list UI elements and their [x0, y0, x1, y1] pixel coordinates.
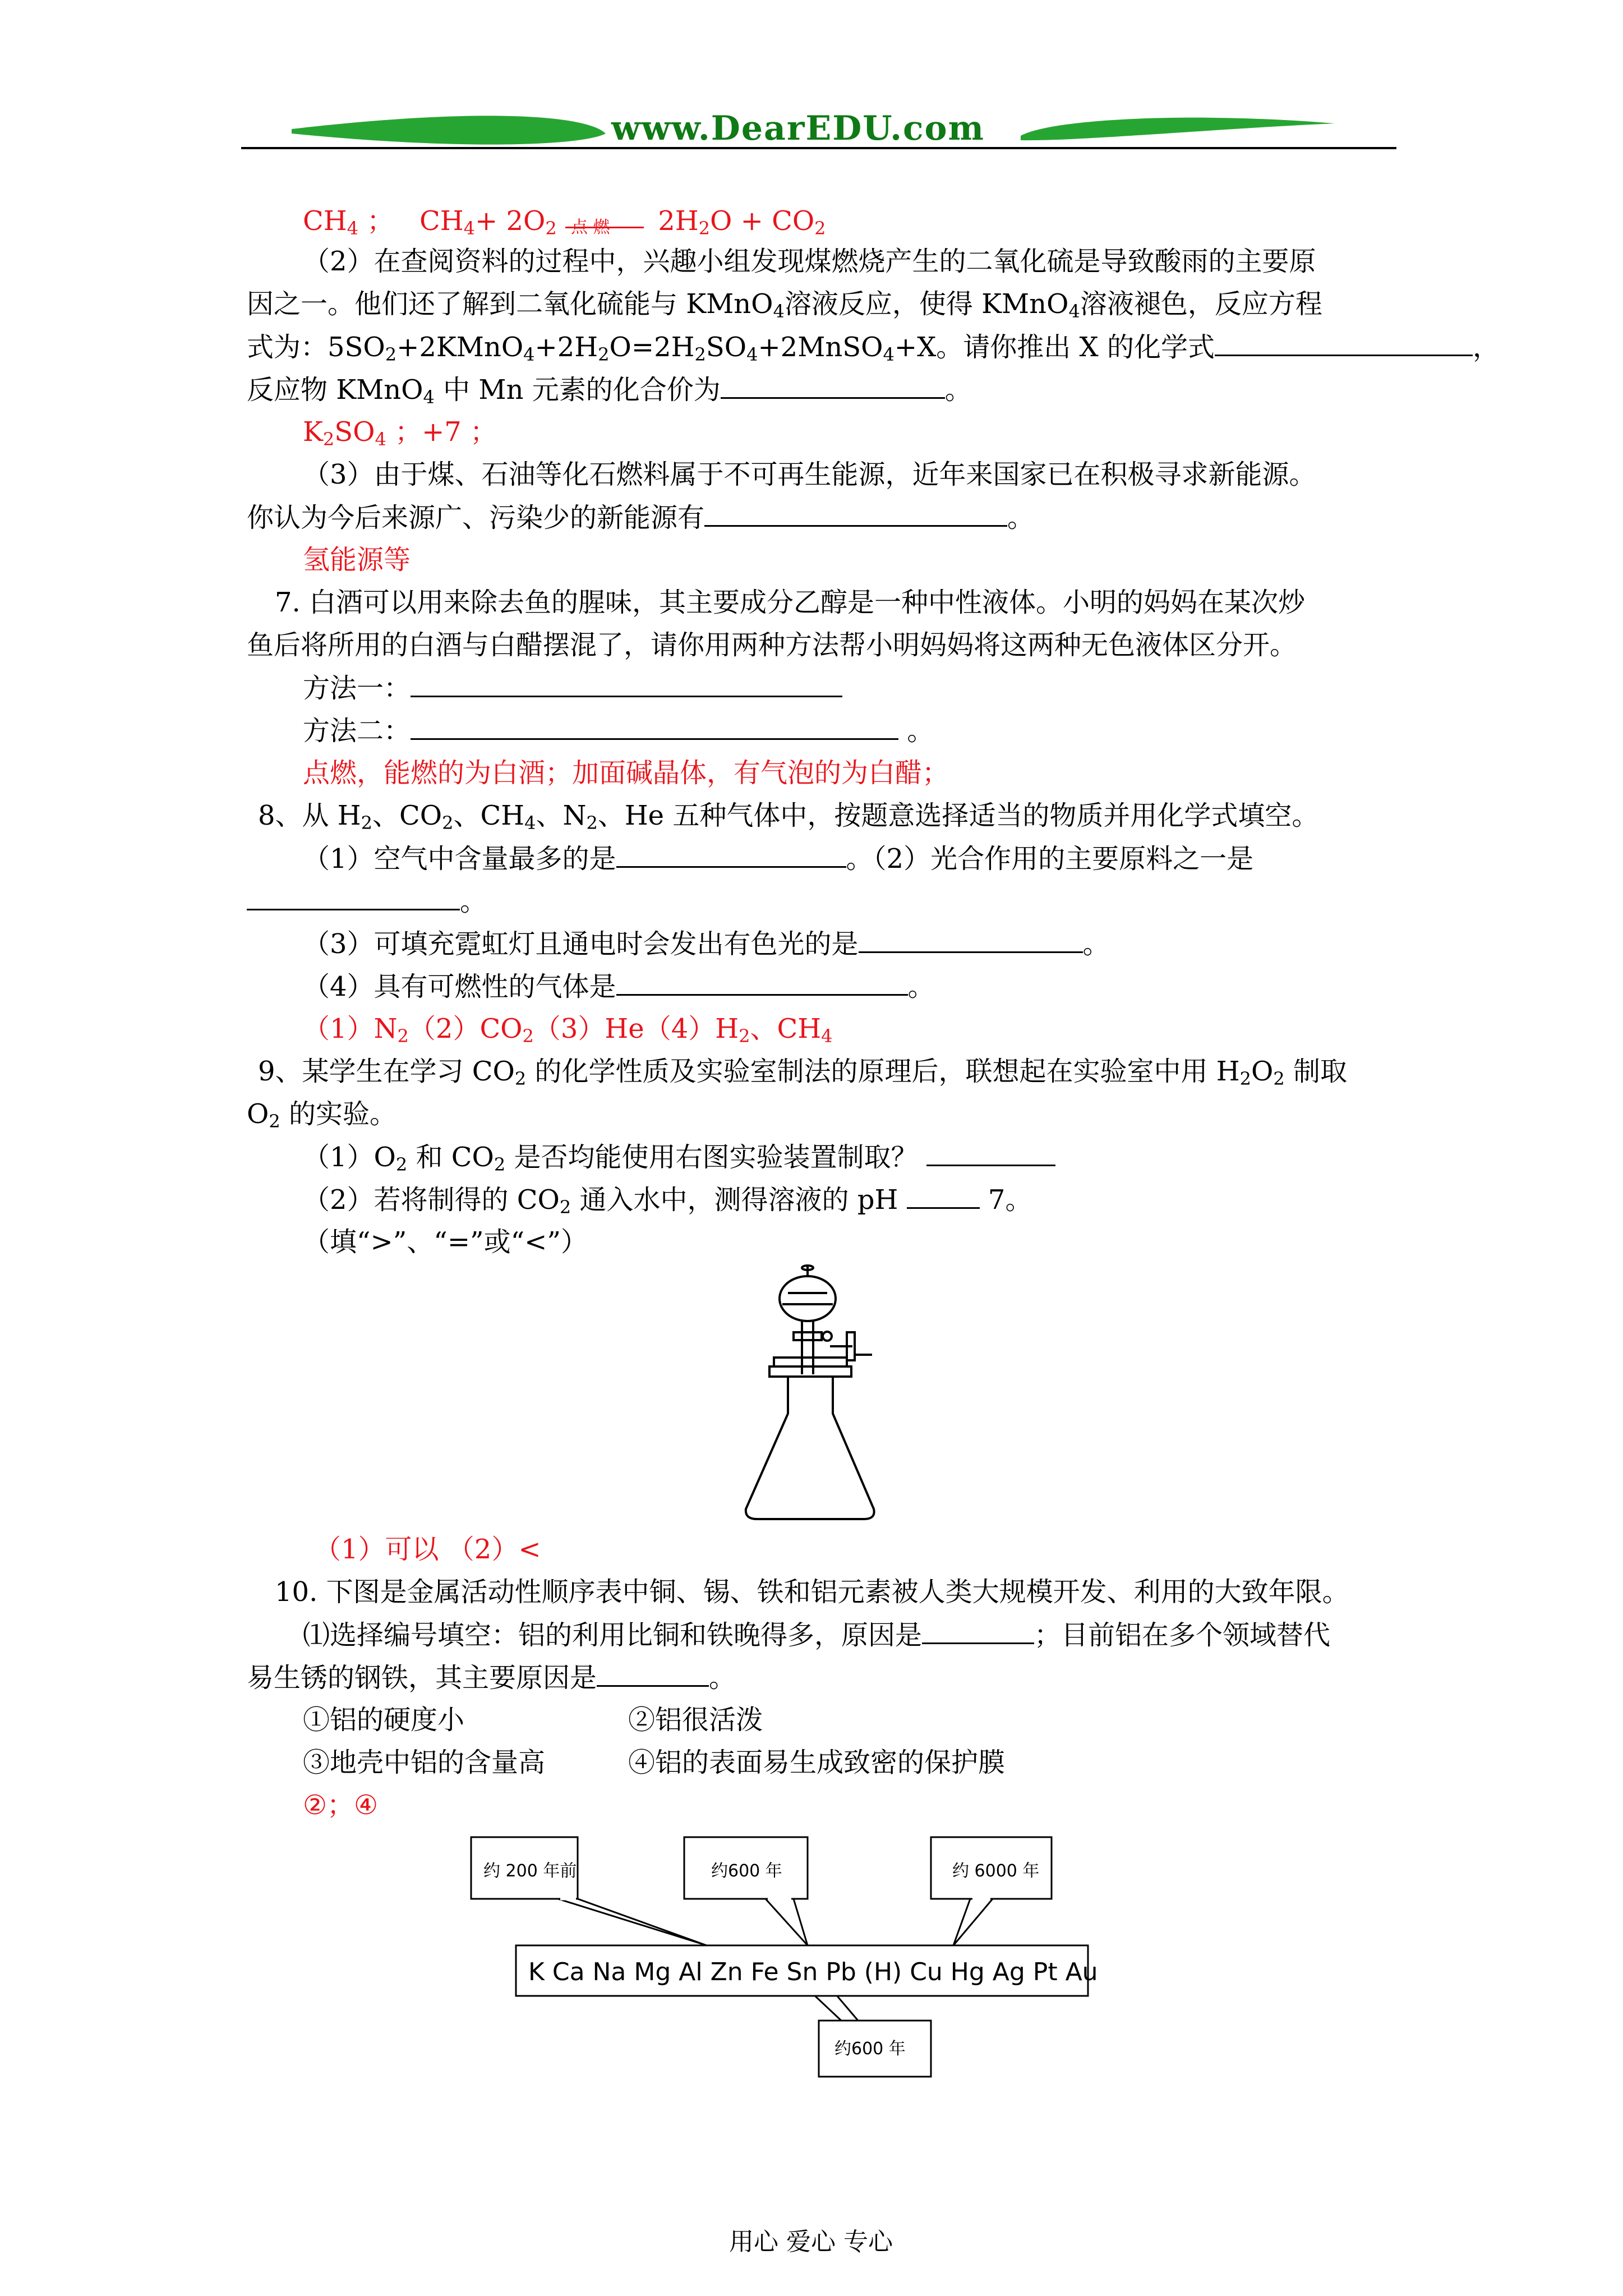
- q6-p2-line2: 因之一。他们还了解到二氧化硫能与 KMnO$_4$溶液反应，使得 KMnO$_4$溶液褪色，反应方程: [247, 288, 1322, 322]
- site-title: www.DearEDU.com: [611, 109, 985, 148]
- q10-answer: ②；④: [303, 1789, 379, 1821]
- footer-slogan: 用心 爱心 专心: [729, 2228, 893, 2256]
- q9-line3: $(1)O_2$ 和 $CO_2$ 是否均能使用右图实验装置制取？: [303, 1140, 1055, 1174]
- blank-apparatus[interactable]: [926, 1140, 1055, 1166]
- box-aluminum: 约 200 年前: [483, 1861, 577, 1881]
- blank-method1[interactable]: [411, 671, 842, 697]
- box-copper: 约 6000 年: [952, 1861, 1040, 1881]
- q6-p3-line1: （3）由于煤、石油等化石燃料属于不可再生能源，近年来国家已在积极寻求新能源。: [303, 459, 1316, 490]
- q9-line4: （2）若将制得的 $CO_2$ 通入水中，测得溶液的 pH 7。: [303, 1182, 1032, 1217]
- q6-answer-1: $CH_4$ ； $CH_4+ 2O_2$ 点 燃 $2H_2O + CO_2$: [303, 205, 826, 239]
- q8-line5: （4）具有可燃性的气体是 。: [303, 969, 935, 1004]
- blank-photosynthesis[interactable]: [247, 884, 460, 910]
- blank-neon[interactable]: [859, 927, 1083, 953]
- blank-flammable[interactable]: [616, 969, 908, 996]
- q6-p2-line4: 反应物 KMnO$_4$ 中 Mn 元素的化合价为 。: [247, 372, 972, 407]
- blank-new-energy[interactable]: [704, 500, 1007, 527]
- option-2: ②铝很活泼: [628, 1704, 763, 1736]
- blank-method2[interactable]: [411, 714, 898, 740]
- header-rule: [241, 147, 1396, 149]
- q6-p2-line1: （2）在查阅资料的过程中，兴趣小组发现煤燃烧产生的二氧化硫是导致酸雨的主要原: [303, 246, 1316, 277]
- box-tin: 约600 年: [834, 2039, 906, 2059]
- q7-line2: 鱼后将所用的白酒与白醋摆混了，请你用两种方法帮小明妈妈将这两种无色液体区分开。: [247, 629, 1297, 661]
- blank-reason1[interactable]: [922, 1618, 1034, 1644]
- q8-line2: （1）空气中含量最多的是 。（2）光合作用的主要原料之一是: [303, 841, 1253, 876]
- q7-method2: 方法二： 。: [303, 714, 934, 748]
- q7-line1: 7. 白酒可以用来除去鱼的腥味，其主要成分乙醇是一种中性液体。小明的妈妈在某次炒: [275, 587, 1306, 618]
- q9-line1: 9、某学生在学习 $CO_2$ 的化学性质及实验室制法的原理后，联想起在实验室中用 $H_2O_2$ 制取: [258, 1056, 1347, 1089]
- option-1: ①铝的硬度小: [303, 1704, 465, 1736]
- q8-line4: （3）可填充霓虹灯且通电时会发出有色光的是 。: [303, 927, 1110, 961]
- q7-answer: 点燃，能燃的为白酒；加面碱晶体，有气泡的为白醋；: [303, 757, 949, 789]
- q8-line3: 。: [247, 884, 487, 918]
- q10-line2: ⑴选择编号填空：铝的利用比铜和铁晚得多，原因是 ；目前铝在多个领域替代: [303, 1618, 1330, 1652]
- blank-x-formula[interactable]: [1215, 330, 1473, 356]
- q6-answer-3: 氢能源等: [303, 544, 411, 576]
- q8-line1: 8、从 $H_2$、$CO_2$、$CH_4$、$N_2$、He 五种气体中，按题意选择适当的物质并用化学式填空。: [258, 800, 1319, 834]
- q7-method1: 方法一：: [303, 671, 842, 705]
- q10-line3: 易生锈的钢铁，其主要原因是 。: [247, 1660, 736, 1695]
- q9-line5: （填“>”、“=”或“<”）: [303, 1226, 588, 1258]
- option-4: ④铝的表面易生成致密的保护膜: [628, 1747, 1006, 1778]
- metal-activity-diagram: [460, 1823, 1178, 2081]
- blank-mn-valence[interactable]: [721, 372, 945, 399]
- q10-line1: 10. 下图是金属活动性顺序表中铜、锡、铁和铝元素被人类大规模开发、利用的大致年限。: [275, 1576, 1349, 1608]
- q8-answer: $(1)N_2(2)CO_2(3)He(4)H_2$、$CH_4$: [303, 1013, 833, 1047]
- q6-p3-line2: 你认为今后来源广、污染少的新能源有 。: [247, 500, 1034, 535]
- q9-answer: （1）可以 （2）<: [314, 1534, 541, 1565]
- q6-answer-2: $K_2SO_4$ ；+7 ；: [303, 416, 497, 450]
- q6-p2-line3: 式为：$5SO_2+2KMnO_4+2H_2O=2H_2SO_4+2MnSO_4+X$。请你推出 X 的化学式 ，: [247, 330, 1500, 364]
- option-3: ③地壳中铝的含量高: [303, 1747, 546, 1778]
- blank-ph[interactable]: [907, 1182, 980, 1209]
- q9-line2: $O_2$ 的实验。: [247, 1098, 396, 1132]
- blank-most-air[interactable]: [616, 841, 846, 868]
- blank-reason2[interactable]: [597, 1660, 709, 1687]
- activity-series: K Ca Na Mg Al Zn Fe Sn Pb (H) Cu Hg Ag Pt Au: [528, 1958, 1098, 1986]
- box-iron: 约600 年: [711, 1861, 782, 1881]
- flask-apparatus: [740, 1262, 920, 1526]
